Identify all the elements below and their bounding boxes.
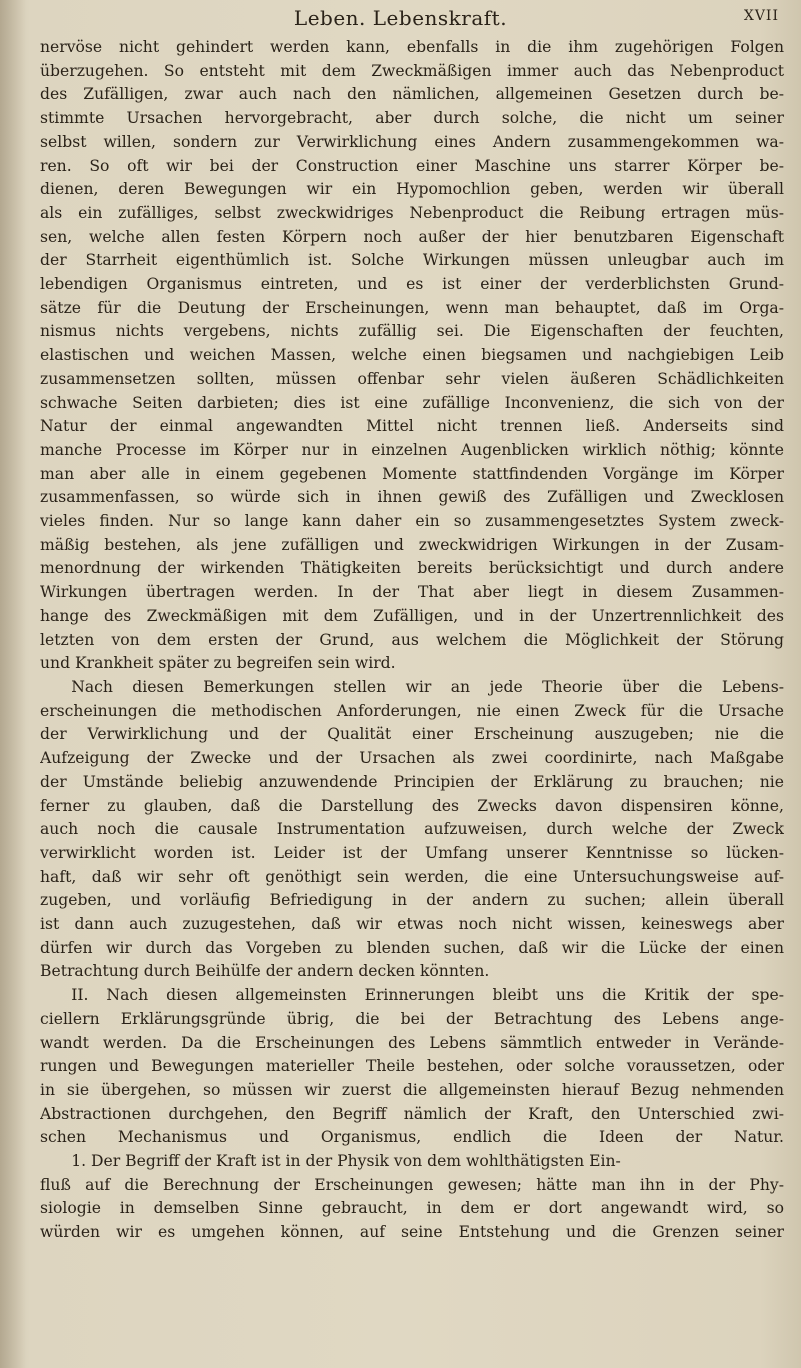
text-line: dienen, deren Bewegungen wir ein Hypomochlion geben, werden wir überall	[40, 180, 784, 199]
text-line: und Krankheit später zu begreifen sein wird.	[40, 654, 396, 673]
text-line: zusammenfassen, so würde sich in ihnen gewiß des Zufälligen und Zwecklosen	[40, 488, 784, 507]
text-line: verwirklicht worden ist. Leider ist der Umfang unserer Kenntnisse so lücken-	[40, 843, 784, 862]
text-line: wandt werden. Da die Erscheinungen des Lebens sämmtlich entweder in Verände-	[40, 1033, 784, 1052]
text-line: manche Processe im Körper nur in einzelnen Augenblicken wirklich nöthig; könnte	[40, 440, 784, 459]
text-line: elastischen und weichen Massen, welche einen biegsamen und nachgiebigen Leib	[40, 346, 784, 365]
text-line: dürfen wir durch das Vorgeben zu blenden suchen, daß wir die Lücke der einen	[40, 938, 784, 957]
text-line: II. Nach diesen allgemeinsten Erinnerungen bleibt uns die Kritik der spe-	[71, 986, 784, 1005]
text-line: würden wir es umgehen können, auf seine Entstehung und die Grenzen seiner	[40, 1223, 784, 1242]
page-gutter-shadow	[0, 0, 26, 1368]
text-line: sätze für die Deutung der Erscheinungen, wenn man behauptet, daß im Orga-	[40, 298, 784, 317]
text-line: siologie in demselben Sinne gebraucht, in dem er dort angewandt wird, so	[40, 1199, 784, 1218]
text-line: Betrachtung durch Beihülfe der andern decken könnten.	[40, 962, 490, 981]
text-line: zugeben, und vorläufig Befriedigung in der andern zu suchen; allein überall	[40, 891, 784, 910]
text-line: mäßig bestehen, als jene zufälligen und zweckwidrigen Wirkungen in der Zusam-	[40, 535, 784, 554]
text-line: Aufzeigung der Zwecke und der Ursachen als zwei coordinirte, nach Maßgabe	[40, 749, 784, 768]
text-line: hange des Zweckmäßigen mit dem Zufälligen, und in der Unzertrennlichkeit des	[40, 606, 784, 625]
text-line: 1. Der Begriff der Kraft ist in der Physik von dem wohlthätigsten Ein-	[71, 1152, 621, 1171]
text-line: Nach diesen Bemerkungen stellen wir an jede Theorie über die Lebens-	[71, 677, 784, 696]
text-line: nervöse nicht gehindert werden kann, ebenfalls in die ihm zugehörigen Folgen	[40, 38, 784, 56]
text-line: überzugehen. So entsteht mit dem Zweckmäßigen immer auch das Nebenproduct	[40, 61, 784, 80]
body-text	[40, 36, 784, 1245]
text-line: ren. So oft wir bei der Construction einer Maschine uns starrer Körper be-	[40, 156, 784, 175]
text-line: stimmte Ursachen hervorgebracht, aber durch solche, die nicht um seiner	[40, 109, 784, 128]
text-line: erscheinungen die methodischen Anforderungen, nie einen Zweck für die Ursache	[40, 701, 784, 720]
text-line: auch noch die causale Instrumentation aufzuweisen, durch welche der Zweck	[40, 820, 784, 839]
text-line: zusammensetzen sollten, müssen offenbar sehr vielen äußeren Schädlichkeiten	[40, 369, 784, 388]
text-line: selbst willen, sondern zur Verwirklichung eines Andern zusammengekommen wa-	[40, 132, 784, 151]
text-line: sen, welche allen festen Körpern noch außer der hier benutzbaren Eigenschaft	[40, 227, 784, 246]
text-line: Natur der einmal angewandten Mittel nicht trennen ließ. Anderseits sind	[40, 417, 784, 436]
text-line: nismus nichts vergebens, nichts zufällig sei. Die Eigenschaften der feuchten,	[40, 322, 784, 341]
text-line: fluß auf die Berechnung der Erscheinungen gewesen; hätte man ihn in der Phy-	[40, 1175, 784, 1194]
text-line: Abstractionen durchgehen, den Begriff nämlich der Kraft, den Unterschied zwi-	[40, 1104, 784, 1123]
text-line: ferner zu glauben, daß die Darstellung des Zwecks davon dispensiren könne,	[40, 796, 784, 815]
text-line: Wirkungen übertragen werden. In der That aber liegt in diesem Zusammen-	[40, 583, 784, 602]
text-line: schen Mechanismus und Organismus, endlich die Ideen der Natur.	[40, 1128, 784, 1147]
text-line: der Starrheit eigenthümlich ist. Solche Wirkungen müssen unleugbar auch im	[40, 251, 784, 270]
text-line: lebendigen Organismus eintreten, und es ist einer der verderblichsten Grund-	[40, 275, 784, 294]
text-line: der Umstände beliebig anzuwendende Principien der Erklärung zu brauchen; nie	[40, 772, 784, 791]
text-line: vieles finden. Nur so lange kann daher ein so zusammengesetztes System zweck-	[40, 512, 784, 531]
text-line: als ein zufälliges, selbst zweckwidriges Nebenproduct die Reibung ertragen müs-	[40, 203, 784, 222]
text-line: der Verwirklichung und der Qualität einer Erscheinung auszugeben; nie die	[40, 725, 784, 744]
text-line: in sie übergehen, so müssen wir zuerst die allgemeinsten hierauf Bezug nehmenden	[40, 1080, 784, 1099]
text-line: schwache Seiten darbieten; dies ist eine zufällige Inconvenienz, die sich von der	[40, 393, 784, 412]
text-line: menordnung der wirkenden Thätigkeiten bereits berücksichtigt und durch andere	[40, 559, 784, 578]
text-line: rungen und Bewegungen materieller Theile bestehen, oder solche voraussetzen, oder	[40, 1057, 784, 1076]
text-line: man aber alle in einem gegebenen Momente stattfindenden Vorgänge im Körper	[40, 464, 784, 483]
page-header	[0, 4, 801, 40]
text-line: haft, daß wir sehr oft genöthigt sein werden, die eine Untersuchungsweise auf-	[40, 867, 784, 886]
running-title: Leben. Lebenskraft.	[293, 6, 508, 30]
text-line: ist dann auch zuzugestehen, daß wir etwas noch nicht wissen, keineswegs aber	[40, 915, 784, 934]
text-line: letzten von dem ersten der Grund, aus welchem die Möglichkeit der Störung	[40, 630, 784, 649]
text-line: des Zufälligen, zwar auch nach den nämlichen, allgemeinen Gesetzen durch be-	[40, 85, 784, 104]
page-number: XVII	[743, 8, 779, 24]
text-line: ciellern Erklärungsgründe übrig, die bei der Betrachtung des Lebens ange-	[40, 1009, 784, 1028]
